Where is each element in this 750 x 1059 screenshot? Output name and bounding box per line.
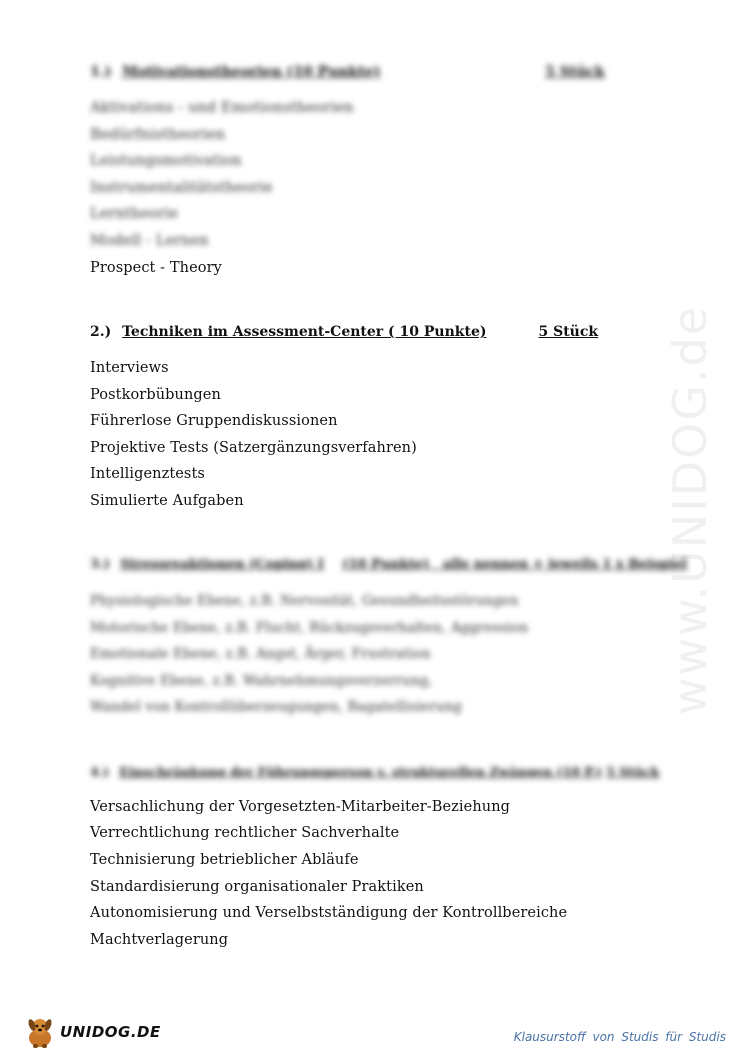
section-number: 1.) (90, 64, 112, 80)
list-item: Machtverlagerung (90, 932, 229, 948)
section-2-heading (90, 324, 598, 340)
list-item: Standardisierung organisationaler Praktiken (90, 879, 424, 895)
list-item: Simulierte Aufgaben (90, 493, 244, 509)
list-item: Interviews (90, 360, 169, 376)
list-item: Instrumentalitätstheorie (90, 180, 273, 196)
list-item: Versachlichung der Vorgesetzten-Mitarbeiter-Beziehung (90, 799, 511, 815)
list-item: Prospect - Theory (90, 260, 222, 276)
list-item: Projektive Tests (Satzergänzungsverfahren) (90, 440, 417, 456)
list-item: Verrechtlichung rechtlicher Sachverhalte (90, 825, 400, 841)
section-number: 3.) (90, 557, 110, 572)
section-4-heading (90, 764, 659, 779)
section-title: Techniken im Assessment-Center ( 10 Punkte) (122, 324, 487, 340)
list-item: Motorische Ebene, z.B. Flucht, Rückzugsverhalten, Aggression (90, 620, 529, 636)
list-item: Aktivations - und Emotionstheorien (90, 100, 354, 116)
section-3-heading (90, 557, 687, 572)
list-item: Modell - Lernen (90, 233, 209, 249)
footer-tagline: Klausurstoff von Studis für Studis (513, 1030, 726, 1044)
list-item: Emotionale Ebene, z.B. Angst, Ärger, Frustration (90, 646, 431, 662)
list-item: Postkorbübungen (90, 387, 221, 403)
logo-text: UNIDOG.DE (60, 1023, 161, 1041)
dog-mascot-icon (22, 1014, 58, 1050)
list-item: Autonomisierung und Verselbstständigung der Kontrollbereiche (90, 905, 568, 921)
list-item: Bedürfnistheorien (90, 127, 226, 143)
list-item: Kognitive Ebene, z.B. Wahrnehmungsverzerrung, (90, 673, 433, 689)
footer-logo[interactable] (22, 1012, 161, 1052)
list-item: Wandel von Kontrollüberzeugungen, Bagatellisierung (90, 699, 462, 715)
list-item: Physiologische Ebene, z.B. Nervosität, Gesundheitsstörungen (90, 593, 519, 609)
section-title: Stressreaktionen (Coping) I (120, 557, 324, 572)
list-item: Intelligenztests (90, 466, 205, 482)
section-title: Motivationstheorien (10 Punkte) (122, 64, 381, 80)
list-item: Leistungsmotivation (90, 153, 242, 169)
watermark-text: www.UNIDOG.de (663, 304, 717, 716)
section-count: 5 Stück (545, 64, 605, 80)
watermark (600, 260, 750, 760)
section-count: 5 Stück (606, 764, 660, 779)
section-count: 5 Stück (538, 324, 599, 340)
section-number: 2.) (90, 324, 112, 340)
section-title: Einschränkung der Führungsperson v. strukturellen Zwängen (10 P.) (119, 764, 602, 779)
list-item: Lerntheorie (90, 206, 179, 222)
list-item: Technisierung betrieblicher Abläufe (90, 852, 359, 868)
section-1-heading (90, 64, 605, 80)
section-count: (10 Punkte) alle nennen + jeweils 1 x Beispiel (342, 557, 687, 572)
list-item: Führerlose Gruppendiskussionen (90, 413, 338, 429)
section-number: 4.) (90, 764, 109, 779)
